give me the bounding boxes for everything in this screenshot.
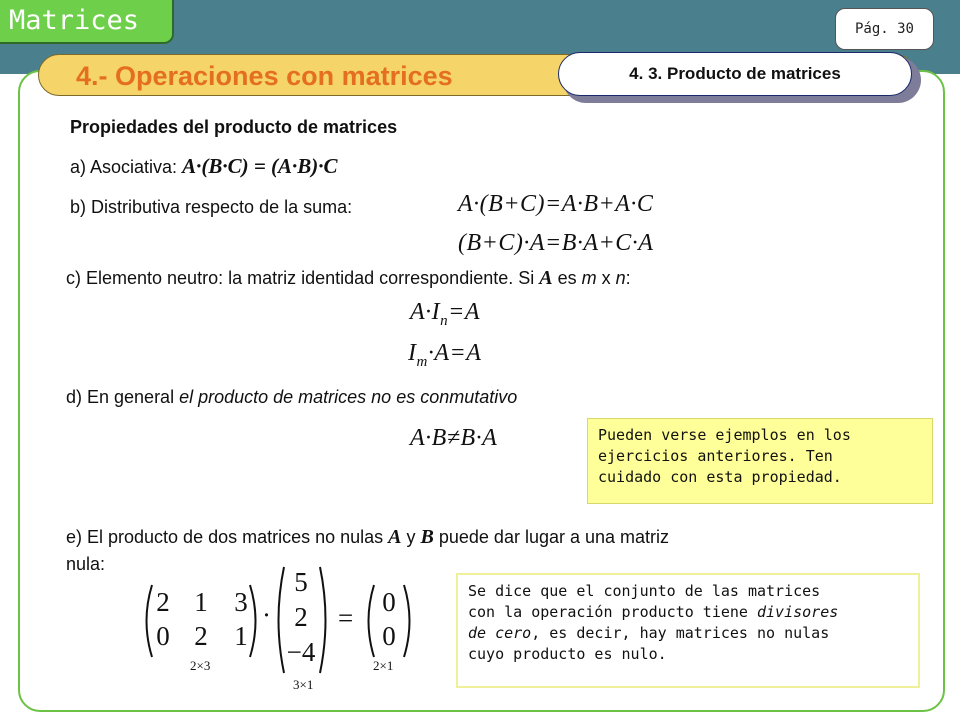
matrix-cell: 1 [234,621,248,651]
property-c-A: A [539,267,553,289]
note-commutative: Pueden verse ejemplos en los ejercicios anteriores. Ten cuidado con esta propiedad. [587,418,933,504]
property-b-label: b) Distributiva respecto de la suma: [70,197,353,217]
property-d-formula: A·B≠B·A [410,425,498,451]
note-zero-divisors [456,573,920,688]
left-paren-icon [362,583,376,659]
properties-heading: Propiedades del producto de matrices [70,117,398,137]
property-a-formula: A·(B·C) = (A·B)·C [182,154,338,178]
property-a-label: a) Asociativa: [70,157,183,177]
property-c-n: n [615,268,626,288]
matrix-cell: 1 [194,587,208,617]
note-italic: divisores de cero [468,603,839,642]
subsection-title: 4. 3. Producto de matrices [558,52,912,96]
property-e-B: B [420,526,434,548]
matrix-a [140,583,270,663]
matrix-b [272,565,332,677]
formula-part: A·I [410,299,441,325]
formula-part: =A [448,299,481,325]
matrix-cell: 2 [194,621,208,651]
matrix-result [362,583,418,663]
multiply-dot: · [262,600,271,630]
formula-part: I [408,340,417,366]
property-d-text: d) En general [66,387,180,407]
property-a [70,155,338,178]
equals-sign: = [338,603,354,633]
property-e-A: A [388,526,402,548]
property-c-colon: : [625,268,631,288]
property-c [66,267,631,289]
property-d-italic: el producto de matrices no es conmutativo [179,387,518,407]
matrix-cell: 0 [156,621,170,651]
formula-subscript: n [440,312,449,329]
matrix-a-dimension: 2×3 [190,658,211,673]
app-title: Matrices [0,0,174,44]
note-text: , es decir, hay matrices no nulas cuyo producto es nulo. [468,624,830,663]
property-b-formula-2: (B+C)·A=B·A+C·A [458,230,654,256]
matrix-cell: 3 [234,587,248,617]
property-c-x: x [596,268,616,288]
section-title: 4.- Operaciones con matrices [76,61,453,91]
formula-part: ·A=A [427,340,482,366]
matrix-cell: 2 [156,587,170,617]
matrix-result-dimension: 2×1 [373,658,394,673]
matrix-b-dimension: 3×1 [293,677,314,692]
matrix-cell: 5 [294,567,308,597]
property-c-formula-1 [410,299,480,330]
property-e-line2: nula: [66,554,106,574]
property-c-text: c) Elemento neutro: la matriz identidad correspondiente. Si [66,268,540,288]
property-e-text: puede dar lugar a una matriz [433,527,670,547]
property-e-text: e) El producto de dos matrices no nulas [66,527,389,547]
formula-subscript: m [416,353,428,370]
right-paren-icon [402,583,416,659]
matrix-cell: 0 [382,621,396,651]
right-paren-icon [318,565,332,675]
property-e-line1 [66,526,669,548]
property-c-formula-2 [408,340,481,371]
property-c-es: es [552,268,582,288]
property-d [66,386,517,408]
matrix-cell: 0 [382,587,396,617]
page-number: Pág. 30 [835,8,934,50]
matrix-cell: 2 [294,602,308,632]
property-b-formula-1: A·(B+C)=A·B+A·C [458,191,654,217]
property-e-y: y [401,527,421,547]
matrix-cell: −4 [286,637,316,667]
note-text: Se dice que el conjunto de las matrices con la operación producto tiene [468,582,821,621]
property-c-m: m [581,268,597,288]
